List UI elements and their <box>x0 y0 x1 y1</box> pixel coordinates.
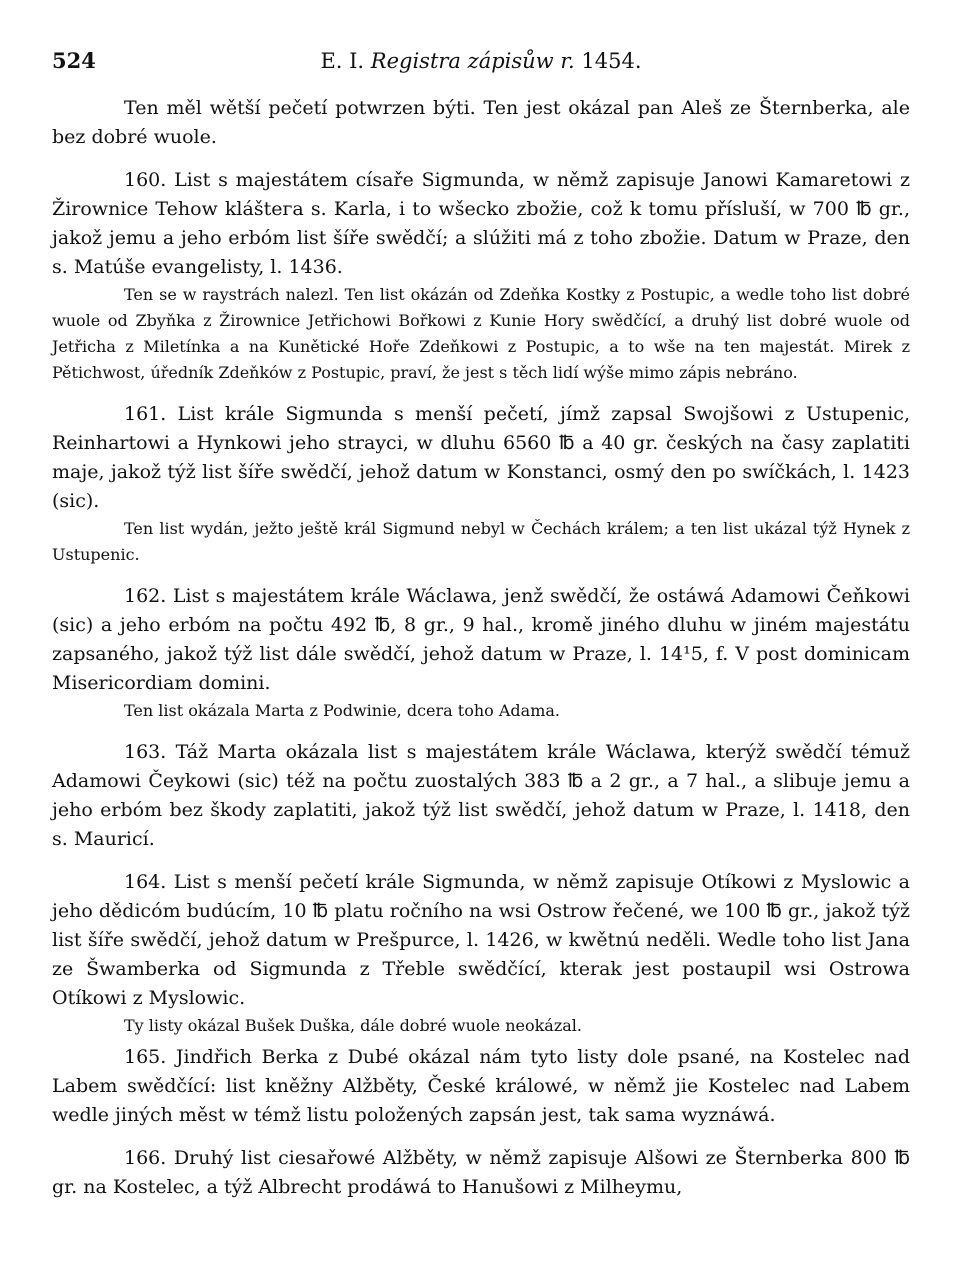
entry-166: 166. Druhý list ciesařowé Alžběty, w němž zapisuje Alšowi ze Šternberka 800 ℔ gr. na Kostelec, a týž Albrecht prodáwá to Hanušowi z Milheymu, <box>52 1147 910 1198</box>
note-161: Ten list wydán, ježto ještě král Sigmund nebyl w Čechách králem; a ten list ukázal týž Hynek z Ustupenic. <box>52 519 910 564</box>
page-number: 524 <box>52 48 96 73</box>
entry-162: 162. List s majestátem krále Wáclawa, jenž swědčí, že ostáwá Adamowi Čeňkowi (sic) a jeho erbóm na počtu 492 ℔, 8 gr., 9 hal., kromě jiného dluhu w jiném majestátu zapsaného, jakož týž list dále swědčí, jehož datum w Praze, l. 14¹5, f. V post dominicam Misericordiam domini. <box>52 585 910 694</box>
note-164: Ty listy okázal Bušek Duška, dále dobré wuole neokázal. <box>124 1016 582 1035</box>
running-head <box>52 48 910 74</box>
note-162: Ten list okázala Marta z Podwinie, dcera toho Adama. <box>124 701 560 720</box>
running-head-title: Registra zápisůw r. <box>370 49 575 73</box>
entry-164: 164. List s menší pečetí krále Sigmunda, w němž zapisuje Otíkowi z Myslowic a jeho dědicóm budúcím, 10 ℔ platu ročního na wsi Ostrow řečené, we 100 ℔ gr., jakož týž list šíře swědčí, jehož datum w Prešpurce, l. 1426, w kwětnú neděli. Wedle toho list Jana ze Šwamberka od Sigmunda z Třeble swědčící, kterak jest postaupil wsi Ostrowa Otíkowi z Myslowic. <box>52 871 910 1009</box>
running-head-prefix: E. I. <box>320 49 365 73</box>
page-header <box>52 48 910 78</box>
entry-165: 165. Jindřich Berka z Dubé okázal nám tyto listy dole psané, na Kostelec nad Labem swědčící: list kněžny Alžběty, České králowé, w němž jie Kostelec nad Labem wedle jiných měst w témž listu položených zapsán jest, tak sama wyznáwá. <box>52 1046 910 1126</box>
entry-161: 161. List krále Sigmunda s menší pečetí, jímž zapsal Swojšowi z Ustupenic, Reinhartowi a Hynkowi jeho strayci, w dluhu 6560 ℔ a 40 gr. českých na časy zaplatiti maje, jakož týž list šíře swědčí, jehož datum w Konstanci, osmý den po swíčkách, l. 1423 (sic). <box>52 403 910 512</box>
note-160: Ten se w raystrách nalezl. Ten list okázán od Zdeňka Kostky z Postupic, a wedle toho list dobré wuole od Zbyňka z Žirownice Jetřichowi Bořkowi z Kunie Hory swědčící, a druhý list dobré wuole od Jetřicha z Miletínka a na Kunětické Hoře Zdeňkowi z Postupic, a to wše na ten majestát. Mirek z Pětichwost, úředník Zdeňków z Postupic, praví, že jest s těch lidí wýše mimo zápis nebráno. <box>52 285 910 382</box>
entry-163: 163. Táž Marta okázala list s majestátem krále Wáclawa, kterýž swědčí témuž Adamowi Čeykowi (sic) též na počtu zuostalých 383 ℔ a 2 gr., a 7 hal., a slibuje jemu a jeho erbóm bez škody zaplatiti, jakož týž list swědčí, jehož datum w Praze, l. 1418, den s. Mauricí. <box>52 741 910 850</box>
paragraph-intro: Ten měl wětší pečetí potwrzen býti. Ten jest okázal pan Aleš ze Šternberka, ale bez dobré wuole. <box>52 97 910 148</box>
running-head-year: 1454. <box>581 49 642 73</box>
page-body <box>52 94 910 1202</box>
entry-160: 160. List s majestátem císaře Sigmunda, w němž zapisuje Janowi Kamaretowi z Žirownice Tehow klášteга s. Karla, i to wšecko zbožie, což k tomu přísluší, w 700 ℔ gr., jakož jemu a jeho erbóm list šíře swědčí; a slúžiti má z toho zbožie. Datum w Praze, den s. Matúše evangelisty, l. 1436. <box>52 169 910 278</box>
